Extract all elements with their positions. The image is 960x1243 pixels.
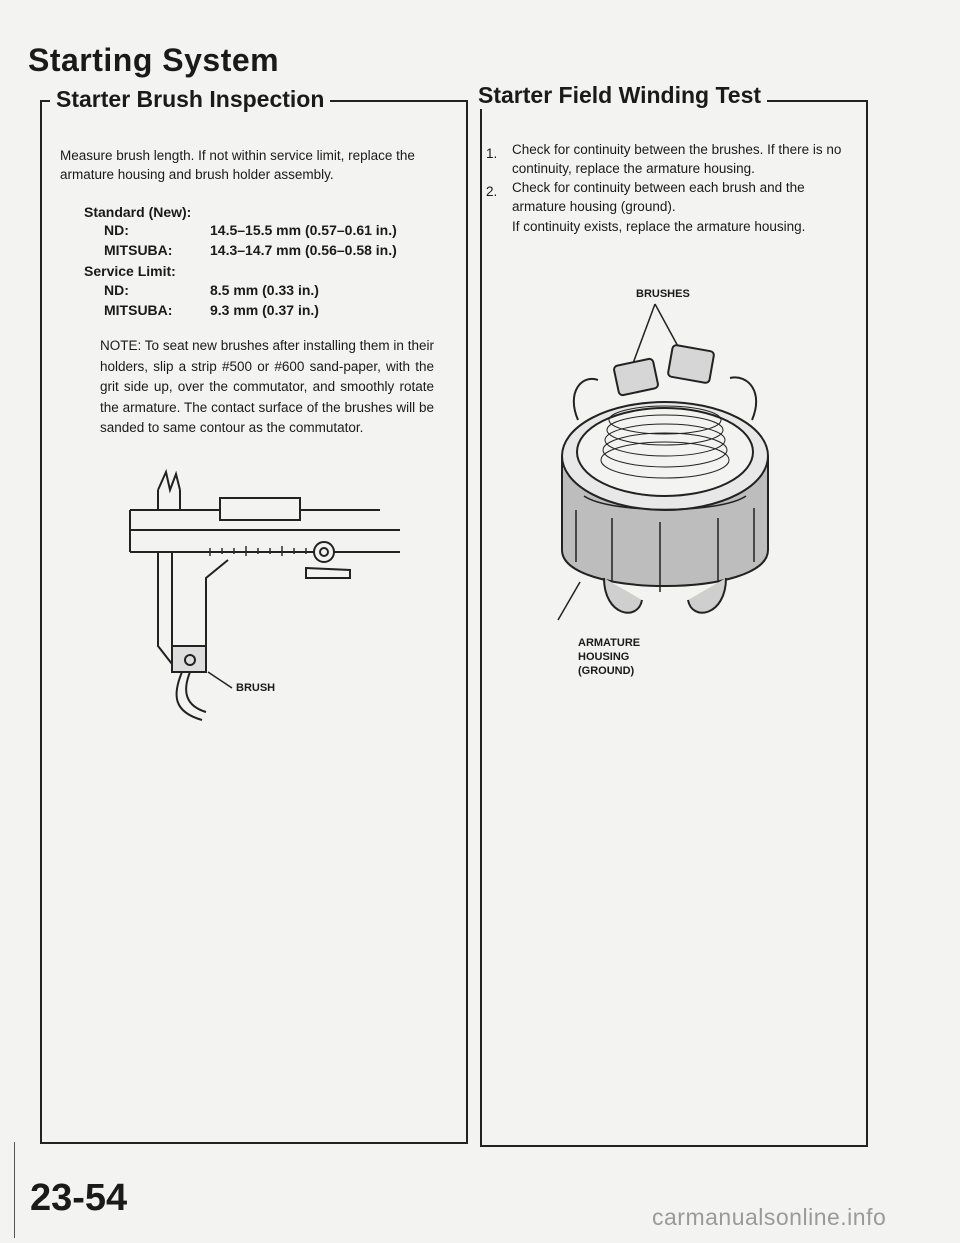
page-number: 23-54 [30, 1177, 128, 1219]
armature-housing-figure [520, 300, 820, 640]
brush-leader-line [208, 672, 232, 688]
service-heading: Service Limit: [84, 263, 176, 279]
step-number: 2. [486, 184, 498, 199]
standard-nd-value: 14.5–15.5 mm (0.57–0.61 in.) [210, 222, 397, 238]
service-nd-value: 8.5 mm (0.33 in.) [210, 282, 319, 298]
standard-mitsuba-label: MITSUBA: [104, 242, 173, 258]
leader-line [558, 582, 580, 620]
service-nd-label: ND: [104, 282, 129, 298]
note-text: NOTE: To seat new brushes after installing them in their holders, slip a strip #500 or #600 sand-paper, with the grit side up, over the commutator, and smoothly rotate the armature. The contact surface of the brushes will be sanded to same contour as the commutator. [100, 338, 434, 435]
caliper-jaw-tips [158, 472, 180, 490]
step-text: Check for continuity between each brush and the armature housing (ground). [512, 180, 805, 214]
standard-nd-label: ND: [104, 222, 129, 238]
step-text: Check for continuity between the brushes. If there is no continuity, replace the armature housing. [512, 142, 842, 176]
service-mitsuba-label: MITSUBA: [104, 302, 173, 318]
armature-housing-label-line2: HOUSING [578, 651, 630, 663]
brush-label: BRUSH [236, 682, 276, 694]
brush-right [668, 345, 715, 384]
panel-border [318, 100, 466, 102]
page-edge-line [14, 1142, 15, 1238]
brush-holder-left [574, 379, 598, 420]
footer-watermark[interactable]: carmanualsonline.info [652, 1204, 887, 1230]
service-mitsuba-value: 9.3 mm (0.37 in.) [210, 302, 319, 318]
thumb-wheel [314, 542, 334, 562]
step-text: If continuity exists, replace the armature housing. [512, 219, 806, 234]
brush-lead [177, 672, 202, 720]
brush-holder-right [730, 377, 756, 420]
section-title-brush-inspection: Starter Brush Inspection [50, 86, 330, 113]
brush-left [613, 358, 658, 396]
brush-block [172, 646, 206, 672]
page-title: Starting System [28, 42, 280, 78]
armature-housing-label-line1: ARMATURE [578, 637, 641, 649]
leader-line [655, 304, 680, 350]
brushes-label: BRUSHES [636, 288, 690, 300]
panel-border [754, 100, 866, 102]
section-title-field-winding: Starter Field Winding Test [472, 82, 767, 109]
step-number: 1. [486, 146, 498, 161]
armature-housing-label-line3: (GROUND) [578, 665, 635, 677]
standard-mitsuba-value: 14.3–14.7 mm (0.56–0.58 in.) [210, 242, 397, 258]
leader-line [632, 304, 655, 366]
caliper-slider [220, 498, 300, 520]
intro-text: Measure brush length. If not within service limit, replace the armature housing and brush holder assembly. [60, 148, 415, 182]
standard-heading: Standard (New): [84, 204, 192, 220]
